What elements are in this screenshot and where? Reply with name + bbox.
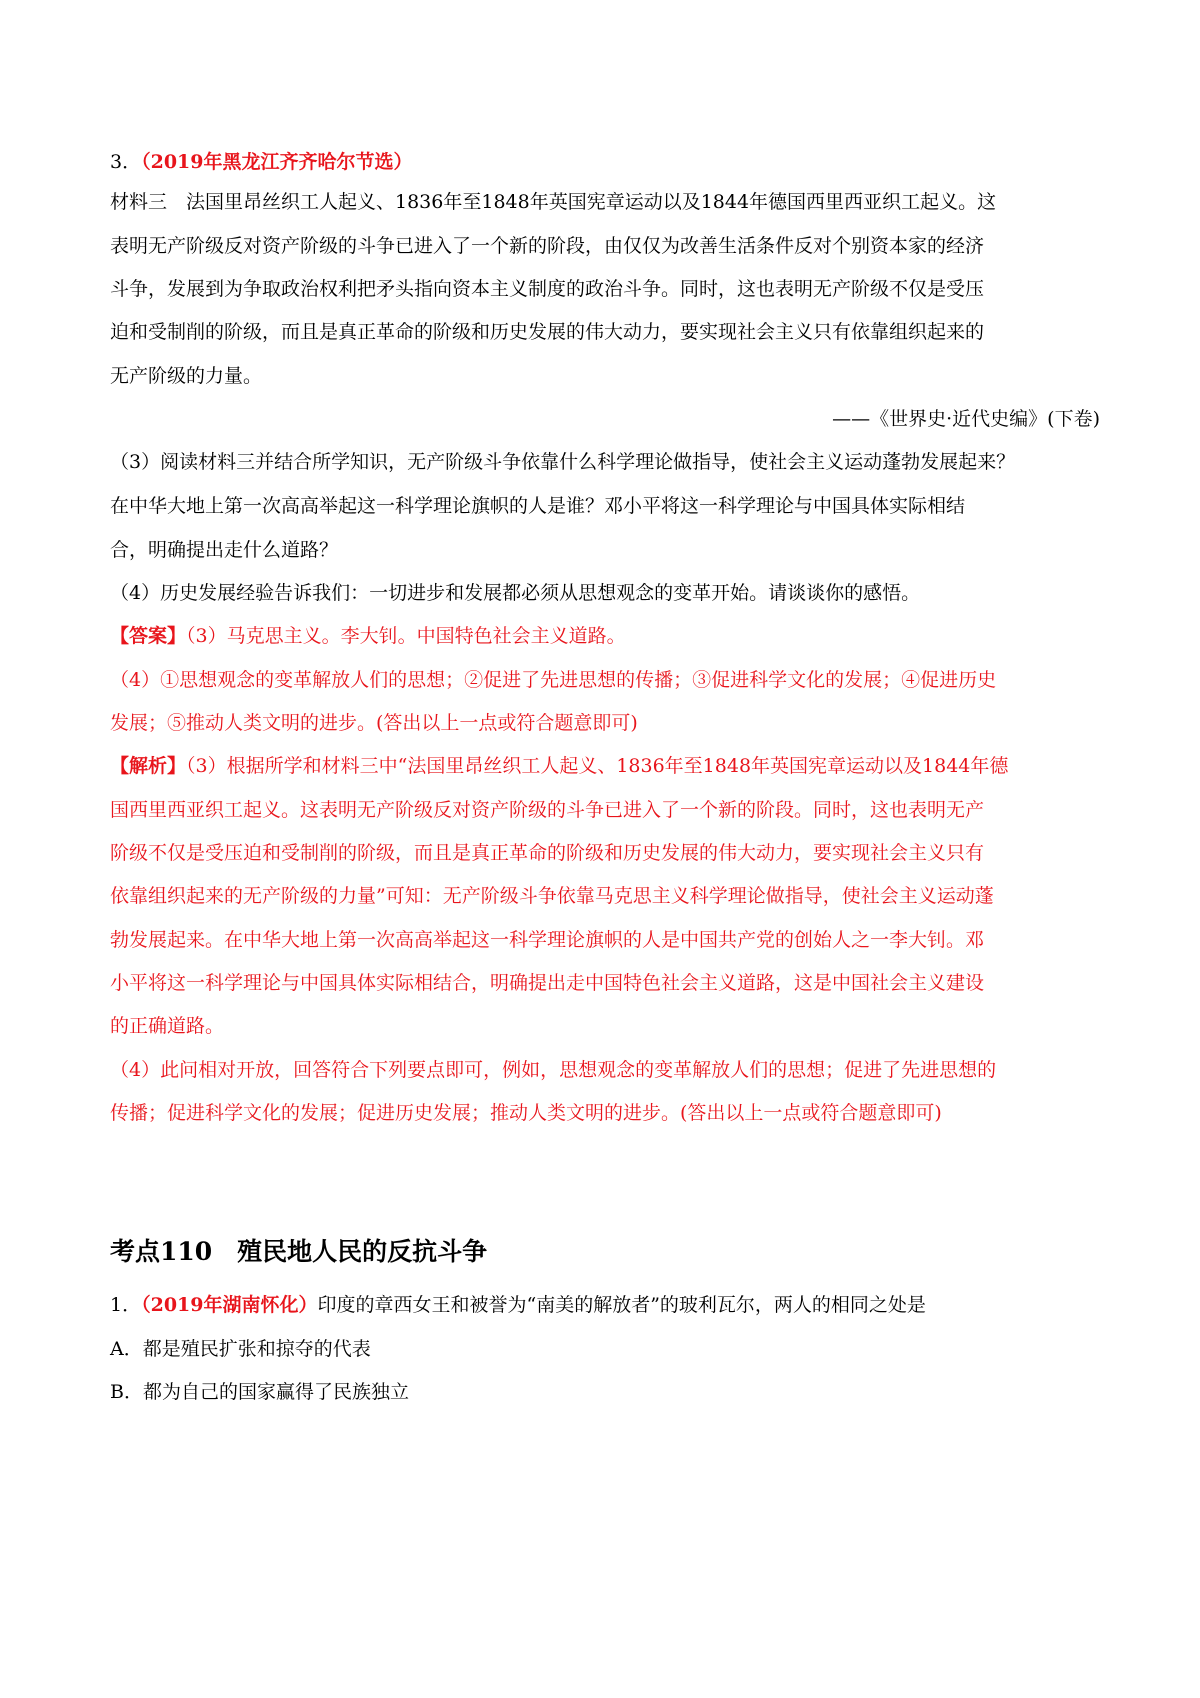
question-1	[110, 1293, 926, 1317]
answer-3: （3）马克思主义。李大钊。中国特色社会主义道路。	[186, 625, 626, 647]
question-3-subpart: （3）阅读材料三并结合所学知识，无产阶级斗争依靠什么科学理论做指导，使社会主义运动蓬勃发展起来？	[110, 451, 1016, 473]
question-source: （2019年黑龙江齐齐哈尔节选）	[141, 151, 413, 173]
question-3-header	[110, 150, 412, 174]
answer-block	[110, 624, 626, 648]
question-number: 1．	[110, 1294, 142, 1316]
option-b: B．都为自己的国家赢得了民族独立	[110, 1381, 409, 1403]
question-4-subpart: （4）历史发展经验告诉我们：一切进步和发展都必须从思想观念的变革开始。请谈谈你的感悟。	[110, 582, 921, 604]
question-3-subpart: 在中华大地上第一次高高举起这一科学理论旗帜的人是谁？邓小平将这一科学理论与中国具体实际相结	[110, 495, 966, 517]
analysis-3-line: 国西里西亚织工起义。这表明无产阶级反对资产阶级的斗争已进入了一个新的阶段。同时，这也表明无产	[110, 799, 985, 821]
analysis-3-first: （3）根据所学和材料三中“法国里昂丝织工人起义、1836年至1848年英国宪章运动以及1844年德	[186, 755, 1009, 777]
analysis-3-line: 小平将这一科学理论与中国具体实际相结合，明确提出走中国特色社会主义道路，这是中国社会主义建设	[110, 972, 985, 994]
question-number: 3．	[110, 151, 142, 173]
question-source: （2019年湖南怀化）	[141, 1294, 318, 1316]
analysis-3-line: 依靠组织起来的无产阶级的力量”可知：无产阶级斗争依靠马克思主义科学理论做指导，使社会主义运动蓬	[110, 885, 994, 907]
answer-4-line: （4）①思想观念的变革解放人们的思想；②促进了先进思想的传播；③促进科学文化的发展；④促进历史	[110, 669, 997, 691]
answer-tag: 【答案】	[110, 625, 187, 647]
answer-4-line: 发展；⑤推动人类文明的进步。(答出以上一点或符合题意即可)	[110, 712, 638, 734]
analysis-3-line: 勃发展起来。在中华大地上第一次高高举起这一科学理论旗帜的人是中国共产党的创始人之一李大钊。邓	[110, 929, 985, 951]
citation: ——《世界史·近代史编》(下卷)	[832, 408, 1100, 430]
analysis-tag: 【解析】	[110, 755, 187, 777]
question-stem: 印度的章西女王和被誉为“南美的解放者”的玻利瓦尔，两人的相同之处是	[317, 1294, 926, 1316]
material-line: 无产阶级的力量。	[110, 365, 263, 387]
material-line: 表明无产阶级反对资产阶级的斗争已进入了一个新的阶段，由仅仅为改善生活条件反对个别资本家的经济	[110, 235, 985, 257]
analysis-3-line: 的正确道路。	[110, 1015, 225, 1037]
analysis-3-line: 阶级不仅是受压迫和受制削的阶级，而且是真正革命的阶级和历史发展的伟大动力，要实现社会主义只有	[110, 842, 985, 864]
material-line: 斗争，发展到为争取政治权利把矛头指向资本主义制度的政治斗争。同时，这也表明无产阶级不仅是受压	[110, 278, 985, 300]
material-line: 材料三 法国里昂丝织工人起义、1836年至1848年英国宪章运动以及1844年德国西里西亚织工起义。这	[110, 191, 997, 213]
option-a: A．都是殖民扩张和掠夺的代表	[110, 1338, 371, 1360]
analysis-4-line: 传播；促进科学文化的发展；促进历史发展；推动人类文明的进步。(答出以上一点或符合题意即可)	[110, 1102, 942, 1124]
section-title: 考点110 殖民地人民的反抗斗争	[110, 1237, 488, 1266]
analysis-block	[110, 754, 1008, 778]
question-3-subpart: 合，明确提出走什么道路？	[110, 539, 339, 561]
material-line: 迫和受制削的阶级，而且是真正革命的阶级和历史发展的伟大动力，要实现社会主义只有依靠组织起来的	[110, 321, 985, 343]
analysis-4-line: （4）此问相对开放，回答符合下列要点即可，例如，思想观念的变革解放人们的思想；促进了先进思想的	[110, 1059, 997, 1081]
